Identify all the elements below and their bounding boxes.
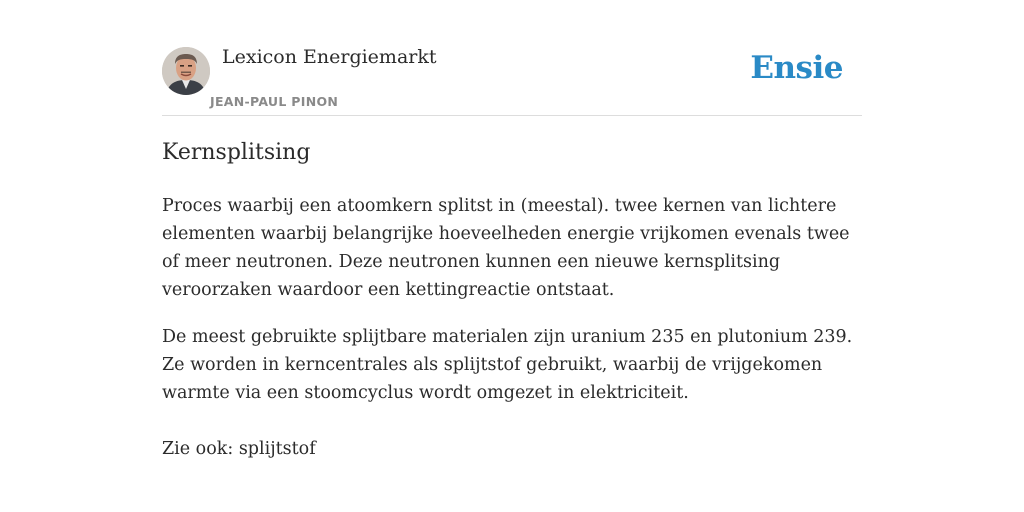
entry-card bbox=[162, 0, 862, 459]
lexicon-title-link[interactable]: Lexicon Energiemarkt bbox=[222, 46, 437, 68]
see-also-link[interactable]: splijtstof bbox=[238, 439, 316, 459]
see-also bbox=[162, 435, 316, 463]
ensie-logo[interactable]: Ensie bbox=[750, 50, 843, 86]
header bbox=[162, 0, 862, 116]
author-portrait-icon bbox=[162, 47, 210, 95]
definition-paragraph-1: Proces waarbij een atoomkern splitst in (meestal). twee kernen van lichtere elementen waarbij belangrijke hoeveelheden energie vrijkomen evenals twee of meer neutronen. Deze neutronen kunnen een nieuwe kernsplitsing veroorzaken waardoor een kettingreactie ontstaat. bbox=[162, 196, 850, 300]
author-avatar[interactable] bbox=[162, 47, 210, 95]
definition-paragraph-2: De meest gebruikte splijtbare materialen zijn uranium 235 en plutonium 239. Ze worden in kerncentrales als splijtstof gebruikt, waarbij de vrijgekomen warmte via een stoomcyclus wordt omgezet in elektriciteit. bbox=[162, 327, 853, 403]
see-also-label: Zie ook: bbox=[162, 439, 234, 459]
author-name[interactable]: JEAN-PAUL PINON bbox=[210, 94, 339, 109]
page-title: Kernsplitsing bbox=[162, 140, 311, 165]
